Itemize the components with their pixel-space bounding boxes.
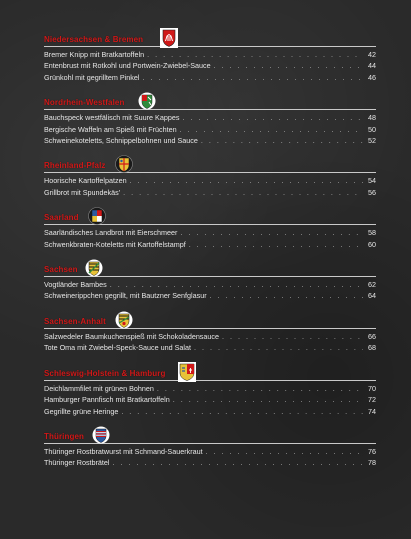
list-item[interactable]: Schweinekoteletts, Schnippelbohnen und Sauce . . . 52 [44,135,376,146]
leader-dots [142,72,363,83]
section-schleswig-holstein-hamburg [44,360,376,417]
schleswig-holstein-crest-icon [178,362,196,382]
leader-dots [110,279,363,290]
page-number: 66 [368,331,376,341]
list-item[interactable]: Grillbrot mit Spundekäs' . . . 56 [44,187,376,198]
leader-dots [214,60,363,71]
leader-dots [201,135,363,146]
list-item[interactable]: Entenbrust mit Rotkohl und Portwein-Zwiebel-Sauce . . . 44 [44,60,376,71]
page-number: 64 [368,291,376,301]
list-item[interactable]: Saarländisches Landbrot mit Eierschmeer . . . 58 [44,227,376,238]
leader-dots [210,290,363,301]
page-number: 74 [368,406,376,416]
thuringia-crest-icon [92,425,110,445]
section-header [44,423,376,444]
section-thueringen [44,423,376,469]
section-rheinland-pfalz [44,152,376,198]
list-item[interactable]: Bremer Knipp mit Bratkartoffeln . . . 42 [44,49,376,60]
section-title: Schleswig-Holstein & Hamburg [44,368,166,378]
section-title: Rheinland-Pfalz [44,161,106,171]
leader-dots [180,124,363,135]
saxony-crest-icon [85,258,103,278]
leader-dots [173,394,363,405]
list-item[interactable]: Tote Oma mit Zwiebel-Speck-Sauce und Salat . . . 68 [44,342,376,353]
leader-dots [157,383,363,394]
section-title: Niedersachsen & Bremen [44,35,144,44]
list-item[interactable]: Thüringer Rostbrätel . . . 78 [44,457,376,468]
list-item[interactable]: Schweinerippchen gegrillt, mit Bautzner Senfglasur . . . 64 [44,290,376,301]
leader-dots [130,175,363,186]
page-number: 44 [368,61,376,71]
list-item[interactable]: Schwenkbraten-Koteletts mit Kartoffelstampf . . . 60 [44,239,376,250]
page-number: 48 [368,113,376,123]
leader-dots [194,342,363,353]
section-saarland [44,204,376,250]
section-niedersachsen-bremen [44,26,376,83]
page-number: 58 [368,228,376,238]
list-item[interactable]: Vogtländer Bambes . . . 62 [44,279,376,290]
section-nordrhein-westfalen [44,89,376,146]
section-sachsen [44,256,376,302]
page-number: 42 [368,50,376,59]
leader-dots [180,227,363,238]
saarland-crest-icon [88,206,106,226]
list-item[interactable]: Grünkohl mit gegrilltem Pinkel . . . 46 [44,72,376,83]
leader-dots [222,331,363,342]
page-number: 54 [368,176,376,186]
leader-dots [182,112,363,123]
leader-dots [123,187,363,198]
leader-dots [189,239,363,250]
page-number: 68 [368,343,376,353]
lower-saxony-crest-icon [160,28,178,48]
section-title: Sachsen [44,265,78,275]
list-item[interactable]: Hoorische Kartoffelpatzen . . . 54 [44,175,376,186]
section-header [44,152,376,173]
page-number: 72 [368,395,376,405]
section-header [44,204,376,225]
list-item[interactable]: Thüringer Rostbratwurst mit Schmand-Sauerkraut . . . 76 [44,446,376,457]
page-number: 76 [368,446,376,456]
page-number: 70 [368,383,376,393]
section-header [44,256,376,277]
page-number: 50 [368,124,376,134]
list-item[interactable]: Bauchspeck westfälisch mit Suure Kappes . . . 48 [44,112,376,123]
page-number: 78 [368,458,376,468]
leader-dots [147,49,363,60]
section-title: Nordrhein-Westfalen [44,98,125,108]
section-header [44,26,376,47]
section-title: Thüringen [44,431,85,441]
rhineland-palatinate-crest-icon [115,154,133,174]
page-number: 56 [368,187,376,197]
leader-dots [113,457,363,468]
section-sachsen-anhalt [44,308,376,354]
list-item[interactable]: Gegrillte grüne Heringe . . . 74 [44,406,376,417]
page-number: 46 [368,72,376,82]
section-header [44,89,376,110]
list-item[interactable]: Deichlammfilet mit grünen Bohnen . . . 70 [44,383,376,394]
page-number: 60 [368,239,376,249]
list-item[interactable]: Bergische Waffeln am Spieß mit Früchten . . . 50 [44,124,376,135]
section-title: Saarland [44,213,79,223]
section-header [44,308,376,329]
nrw-crest-icon [138,91,156,111]
table-of-contents [44,26,376,475]
page-number: 52 [368,136,376,146]
list-item[interactable]: Salzwedeler Baumkuchenspieß mit Schokoladensauce . . . 66 [44,331,376,342]
saxony-anhalt-crest-icon [115,310,133,330]
section-title: Sachsen-Anhalt [44,316,106,326]
section-header [44,360,376,381]
leader-dots [206,446,363,457]
page-number: 62 [368,280,376,290]
list-item[interactable]: Hamburger Pannfisch mit Bratkartoffeln . . . 72 [44,394,376,405]
leader-dots [121,406,363,417]
